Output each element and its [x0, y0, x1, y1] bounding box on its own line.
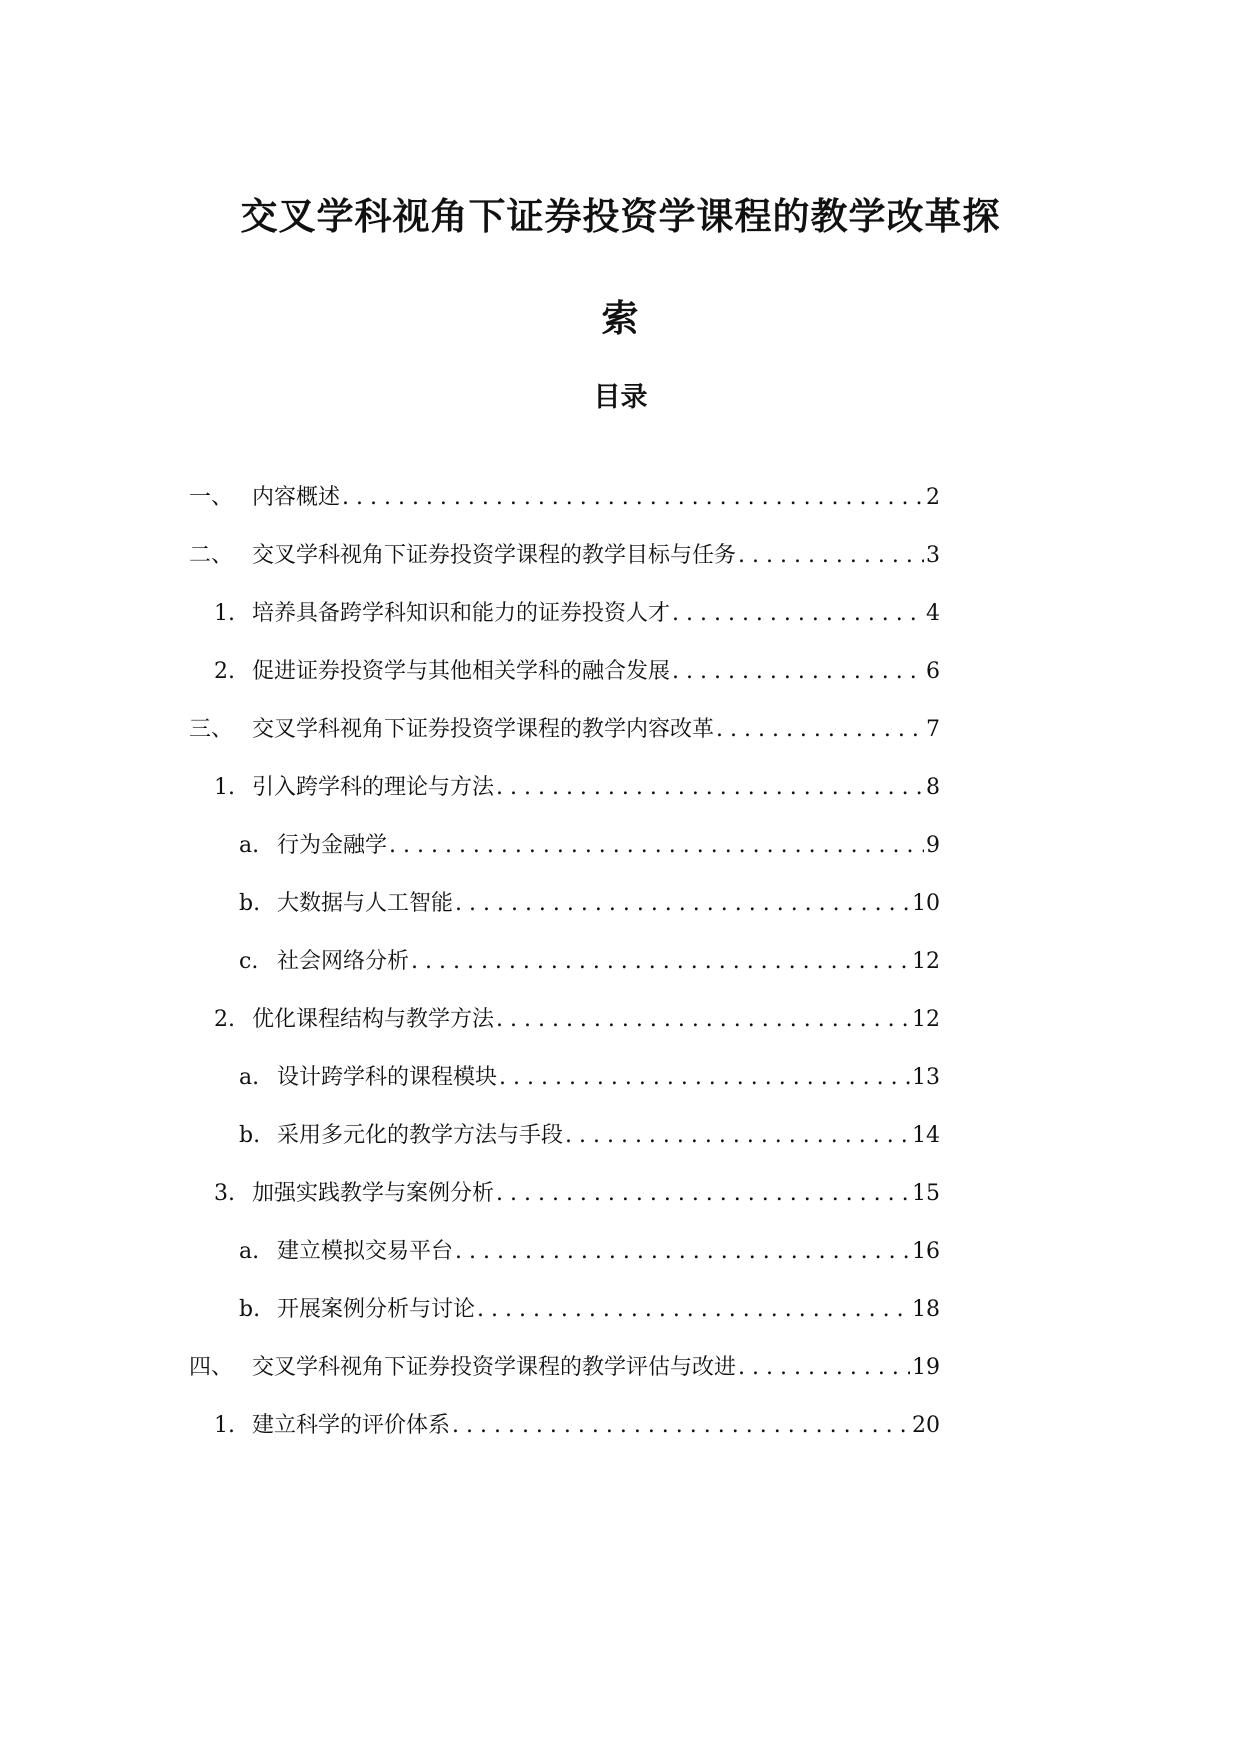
toc-dot-leader	[496, 1002, 910, 1038]
toc-entry-number: 一、	[189, 485, 234, 510]
toc-entry[interactable]	[214, 1408, 940, 1444]
toc-entry-title: 建立模拟交易平台	[277, 1239, 454, 1264]
toc-dot-leader	[455, 886, 910, 922]
toc-entry-number: a.	[239, 1239, 260, 1264]
toc-entry-page-number: 13	[912, 1065, 940, 1090]
toc-entry-number: b.	[239, 891, 261, 916]
toc-entry-page-number: 14	[912, 1123, 940, 1148]
toc-entry-title: 加强实践教学与案例分析	[252, 1181, 495, 1206]
toc-entry-title: 引入跨学科的理论与方法	[252, 775, 495, 800]
toc-entry[interactable]	[189, 538, 940, 574]
toc-entry-page-number: 12	[912, 1007, 940, 1032]
toc-entry-title: 采用多元化的教学方法与手段	[277, 1123, 564, 1148]
toc-entry-page-number: 15	[912, 1181, 940, 1206]
toc-entry-number: b.	[239, 1123, 261, 1148]
toc-entry[interactable]	[189, 480, 940, 516]
toc-entry-number: 2.	[214, 1007, 235, 1032]
toc-entry[interactable]	[189, 1350, 940, 1386]
toc-entry-title: 行为金融学	[277, 833, 388, 858]
toc-entry-number: c.	[239, 949, 259, 974]
toc-entry[interactable]	[239, 1118, 940, 1154]
toc-entry[interactable]	[239, 828, 940, 864]
toc-entry[interactable]	[214, 1176, 940, 1212]
toc-dot-leader	[452, 1408, 910, 1444]
toc-entry-page-number: 18	[912, 1297, 940, 1322]
toc-entry[interactable]	[239, 1234, 940, 1270]
toc-entry-number: 三、	[189, 717, 234, 742]
toc-entry-number: 1.	[214, 1413, 235, 1438]
document-title-line-1: 交叉学科视角下证券投资学课程的教学改革探	[240, 193, 1001, 238]
toc-entry-number: 3.	[214, 1181, 235, 1206]
toc-dot-leader	[477, 1292, 910, 1328]
toc-dot-leader	[672, 654, 924, 690]
toc-entry-title: 促进证券投资学与其他相关学科的融合发展	[252, 659, 671, 684]
toc-entry-title: 建立科学的评价体系	[252, 1413, 451, 1438]
toc-entry[interactable]	[239, 944, 940, 980]
toc-dot-leader	[499, 1060, 910, 1096]
toc-entry-number: a.	[239, 833, 260, 858]
toc-entry-title: 设计跨学科的课程模块	[277, 1065, 498, 1090]
toc-entry-title: 开展案例分析与讨论	[277, 1297, 476, 1322]
toc-entry[interactable]	[239, 1060, 940, 1096]
toc-entry-number: 四、	[189, 1355, 234, 1380]
toc-entry-page-number: 4	[926, 601, 940, 626]
toc-entry-page-number: 8	[926, 775, 940, 800]
toc-entry-title: 培养具备跨学科知识和能力的证券投资人才	[252, 601, 671, 626]
toc-entry-number: a.	[239, 1065, 260, 1090]
toc-entry-number: b.	[239, 1297, 261, 1322]
toc-entry-title: 大数据与人工智能	[277, 891, 454, 916]
toc-entry-page-number: 16	[912, 1239, 940, 1264]
toc-dot-leader	[389, 828, 924, 864]
toc-dot-leader	[342, 480, 924, 516]
toc-heading: 目录	[593, 382, 648, 413]
toc-dot-leader	[672, 596, 924, 632]
toc-dot-leader	[411, 944, 910, 980]
toc-entry[interactable]	[189, 712, 940, 748]
toc-entry-page-number: 3	[926, 543, 940, 568]
toc-entry-number: 1.	[214, 601, 235, 626]
toc-entry[interactable]	[214, 770, 940, 806]
toc-entry[interactable]	[214, 596, 940, 632]
toc-dot-leader	[455, 1234, 910, 1270]
toc-entry-page-number: 6	[926, 659, 940, 684]
toc-entry-title: 内容概述	[252, 485, 341, 510]
toc-entry[interactable]	[214, 1002, 940, 1038]
toc-dot-leader	[565, 1118, 910, 1154]
toc-entry[interactable]	[214, 654, 940, 690]
toc-entry-number: 1.	[214, 775, 235, 800]
toc-entry-title: 优化课程结构与教学方法	[252, 1007, 495, 1032]
toc-entry-page-number: 12	[912, 949, 940, 974]
toc-entry-number: 2.	[214, 659, 235, 684]
toc-entry-number: 二、	[189, 543, 234, 568]
toc-entry[interactable]	[239, 886, 940, 922]
toc-dot-leader	[496, 770, 924, 806]
toc-entry-page-number: 20	[912, 1413, 940, 1438]
toc-entry-title: 社会网络分析	[277, 949, 410, 974]
toc-dot-leader	[738, 1350, 910, 1386]
toc-entry-page-number: 9	[926, 833, 940, 858]
document-title	[190, 165, 1051, 369]
toc-entry-title: 交叉学科视角下证券投资学课程的教学内容改革	[252, 717, 715, 742]
toc-entry-page-number: 2	[926, 485, 940, 510]
toc-entry-title: 交叉学科视角下证券投资学课程的教学评估与改进	[252, 1355, 737, 1380]
toc-entry-page-number: 7	[926, 717, 940, 742]
toc-entry[interactable]	[239, 1292, 940, 1328]
toc-dot-leader	[716, 712, 924, 748]
toc-entry-page-number: 19	[912, 1355, 940, 1380]
toc-entry-title: 交叉学科视角下证券投资学课程的教学目标与任务	[252, 543, 737, 568]
toc-entry-page-number: 10	[912, 891, 940, 916]
toc-dot-leader	[496, 1176, 910, 1212]
document-title-line-2: 索	[601, 295, 640, 340]
toc-dot-leader	[738, 538, 924, 574]
